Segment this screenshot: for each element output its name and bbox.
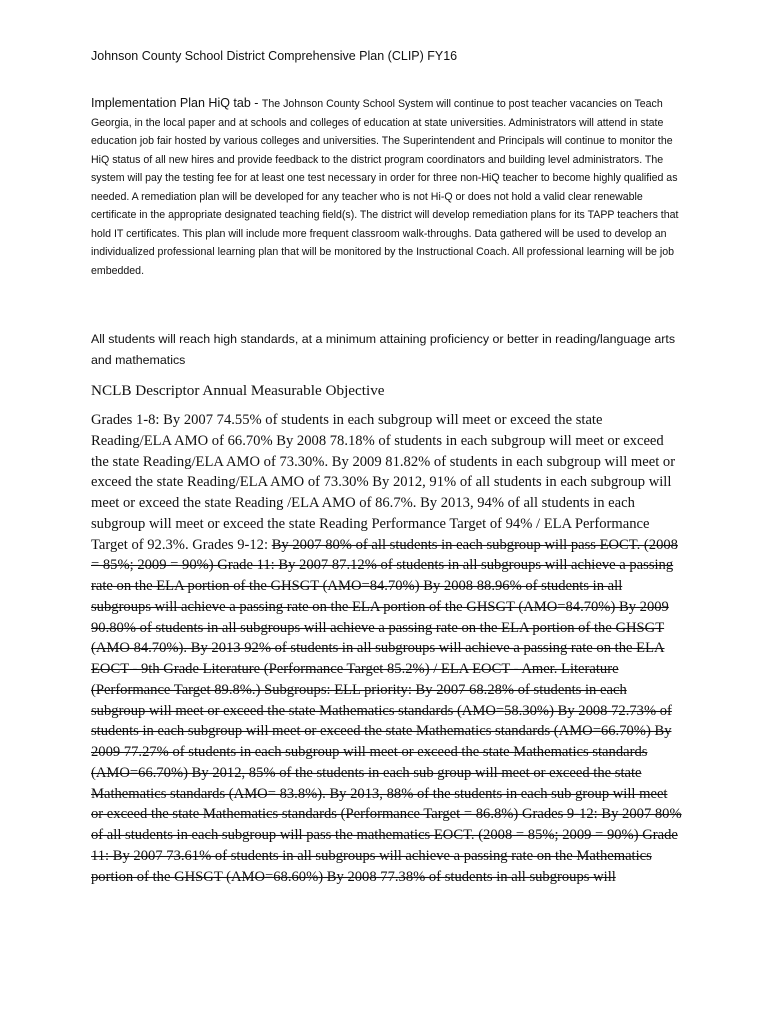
document-title: Johnson County School District Comprehensive Plan (CLIP) FY16 [91,49,458,63]
standards-statement: All students will reach high standards, at a minimum attaining proficiency or better in reading/language arts and mathematics [91,332,676,367]
implementation-plan-body: The Johnson County School System will continue to post teacher vacancies on Teach Georgia, in the local paper and at schools and colleges of education at state universities. Administrators will attend in state education job fair hosted by various colleges and universities. The Superintendent and Principals will continue to monitor the HiQ status of all new hires and provide feedback to the district program coordinators and building level administrators. The system will pay the testing fee for at least one test necessary in order for three non-HiQ teacher to become highly qualified as needed. A remediation plan will be developed for any teacher who is not Hi-Q or does not hold a valid clear renewable certificate in the appropriate designated teaching field(s). The district will develop remediation plans for its TAPP teachers that hold IT certificates. This plan will include more frequent classroom walk-throughs. Data gathered will be used to develop an individualized professional learning plan that will be monitored by the Instructional Coach. All professional learning will be job embedded. [91,98,679,277]
grades-objectives-text: Grades 1-8: By 2007 74.55% of students in each subgroup will meet or exceed the state Reading/ELA AMO of 66.70% By 2008 78.18% of students in each subgroup will meet or exceed the state Reading/ELA AMO of 73.30%. By 2009 81.82% of students in each subgroup will meet or exceed the state Reading/ELA AMO of 73.30% By 2012, 91% of all students in each subgroup will meet or exceed the state Reading /ELA AMO of 86.7%. By 2013, 94% of all students in each subgroup will meet or exceed the state Reading Performance Target of 94% / ELA Performance Target of 92.3%. Grades 9-12: [91,412,676,553]
grades-objectives-paragraph [91,410,683,887]
implementation-plan-paragraph [91,94,687,280]
struck-through-objectives-text: By 2007 80% of all students in each subgroup will pass EOCT. (2008 = 85%; 2009 = 90%) Grade 11: By 2007 87.12% of students in all subgroups will achieve a passing rate on the ELA portion of the GHSGT (AMO=84.70%) By 2008 88.96% of students in all subgroups will achieve a passing rate on the ELA portion of the GHSGT (AMO=84.70%) By 2009 90.80% of students in all subgroups will achieve a passing rate on the ELA portion of the GHSGT (AMO 84.70%). By 2013 92% of students in all subgroups will achieve a passing rate on the ELA EOCT - 9th Grade Literature (Performance Target 85.2%) / ELA EOCT - Amer. Literature (Performance Target 89.8%.) Subgroups: ELL priority: By 2007 68.28% of students in each subgroup will meet or exceed the state Mathematics standards (AMO=58.30%) By 2008 72.73% of students in each subgroup will meet or exceed the state Mathematics standards (AMO=66.70%) By 2009 77.27% of students in each subgroup will meet or exceed the state Mathematics standards (AMO=66.70%) By 2012, 85% of the students in each sub group will meet or exceed the state Mathematics standards (AMO= 83.8%). By 2013, 88% of the students in each sub group will meet or exceed the state Mathematics standards (Performance Target = 86.8%) Grades 9-12: By 2007 80% of all students in each subgroup will pass the mathematics EOCT. (2008 = 85%; 2009 = 90%) Grade 11: By 2007 73.61% of students in all subgroups will achieve a passing rate on the Mathematics portion of the GHSGT (AMO=68.60%) By 2008 77.38% of students in all subgroups will [91,536,682,885]
implementation-plan-heading: Implementation Plan HiQ tab - [91,96,262,110]
nclb-descriptor-heading: NCLB Descriptor Annual Measurable Objective [91,382,385,399]
